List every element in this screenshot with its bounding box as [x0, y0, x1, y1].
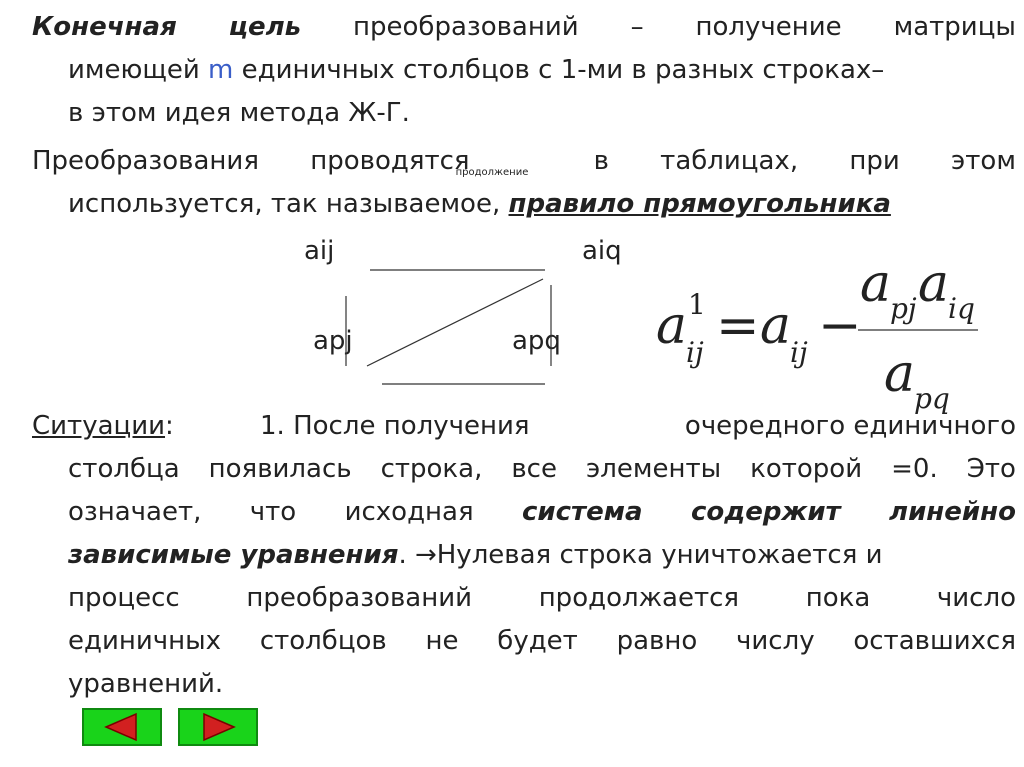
formula-lhs-sup: 1	[688, 288, 706, 321]
goal-m-variable: m	[208, 55, 234, 85]
situations-line-1-tail	[260, 405, 1016, 448]
paragraph-situations	[32, 405, 1016, 706]
rectangle-rule-term: правило прямоугольника	[508, 189, 891, 219]
situations-emphasis: система	[522, 497, 643, 527]
situations-emphasis: зависимые уравнения	[68, 540, 399, 570]
arrow-left-icon	[84, 710, 160, 744]
situations-word: будет	[497, 626, 578, 656]
situations-word: все	[511, 454, 557, 484]
formula-a-sub: ij	[790, 336, 808, 369]
transform-word: Преобразования	[32, 146, 259, 176]
situations-line-5	[32, 577, 1016, 620]
transform-word: этом	[951, 146, 1016, 176]
situations-word: строка,	[380, 454, 483, 484]
situations-text: 1. После получения	[260, 411, 530, 441]
situations-emphasis: линейно	[889, 497, 1016, 527]
situations-emphasis: содержит	[690, 497, 841, 527]
formula-num-sub1: pj	[890, 292, 917, 325]
transform-word: при	[849, 146, 900, 176]
situations-word: преобразований	[246, 583, 473, 613]
formula-lhs-sub: ij	[686, 336, 704, 369]
situations-word: =0.	[891, 454, 938, 484]
situations-line-3	[32, 491, 1016, 534]
situations-word: столбцов	[259, 626, 387, 656]
situations-word: которой	[750, 454, 863, 484]
situations-word: единичных	[68, 626, 222, 656]
situations-text: очередного единичного	[684, 411, 1016, 441]
prev-button[interactable]	[82, 708, 162, 746]
situations-word: появилась	[208, 454, 352, 484]
formula-minus: −	[818, 296, 862, 356]
situations-line-4	[32, 534, 1016, 577]
transform-word: в	[593, 146, 609, 176]
situations-line-1	[32, 405, 1016, 448]
formula-den-sub: pq	[914, 382, 950, 415]
transform-word: проводятся	[310, 146, 470, 176]
goal-word: Конечная	[32, 12, 177, 42]
formula-lhs-a: a	[656, 296, 688, 356]
goal-word: преобразований	[353, 12, 579, 42]
situations-word: равно	[616, 626, 698, 656]
label-aiq: aiq	[582, 236, 622, 266]
situations-word: означает,	[68, 497, 202, 527]
situations-line-7: уравнений.	[68, 669, 224, 699]
goal-word: –	[630, 12, 644, 42]
formula-num-a2: a	[918, 254, 950, 314]
label-aij: aij	[304, 236, 335, 266]
situations-word: не	[425, 626, 459, 656]
goal-text: имеющей	[68, 55, 209, 85]
goal-line-3: в этом идея метода Ж-Г.	[68, 98, 410, 128]
transform-word: таблицах,	[660, 146, 799, 176]
formula-den-a: a	[884, 344, 916, 404]
diagonal-line	[367, 279, 543, 366]
label-apj: apj	[313, 326, 353, 356]
situations-word: столбца	[68, 454, 180, 484]
situations-colon: :	[165, 411, 174, 441]
situations-word: элементы	[585, 454, 722, 484]
formula-equals: =	[716, 296, 760, 356]
situations-word: что	[249, 497, 297, 527]
situations-word: числу	[736, 626, 815, 656]
situations-word: исходная	[344, 497, 474, 527]
formula-num-a1: a	[860, 254, 892, 314]
situations-heading: Ситуации	[32, 411, 166, 441]
tiny-link-text[interactable]: продолжение	[455, 167, 529, 178]
formula-num-sub2: iq	[948, 292, 975, 325]
goal-text: единичных столбцов с 1-ми в разных строках–	[233, 55, 885, 85]
transform-text: используется, так называемое,	[68, 189, 509, 219]
situations-line-6	[32, 620, 1016, 663]
situations-line-2	[32, 448, 1016, 491]
situations-text: . →Нулевая строка уничтожается и	[398, 540, 883, 570]
situations-word: число	[936, 583, 1016, 613]
situations-word: пока	[805, 583, 871, 613]
situations-word: оставшихся	[853, 626, 1016, 656]
formula-a: a	[760, 296, 792, 356]
situations-word: продолжается	[538, 583, 740, 613]
label-apq: apq	[512, 326, 561, 356]
goal-word: матрицы	[893, 12, 1016, 42]
situations-word: Это	[966, 454, 1016, 484]
goal-word: цель	[228, 12, 302, 42]
next-button[interactable]	[178, 708, 258, 746]
arrow-right-icon	[180, 710, 256, 744]
situations-word: процесс	[68, 583, 180, 613]
goal-word: получение	[695, 12, 842, 42]
